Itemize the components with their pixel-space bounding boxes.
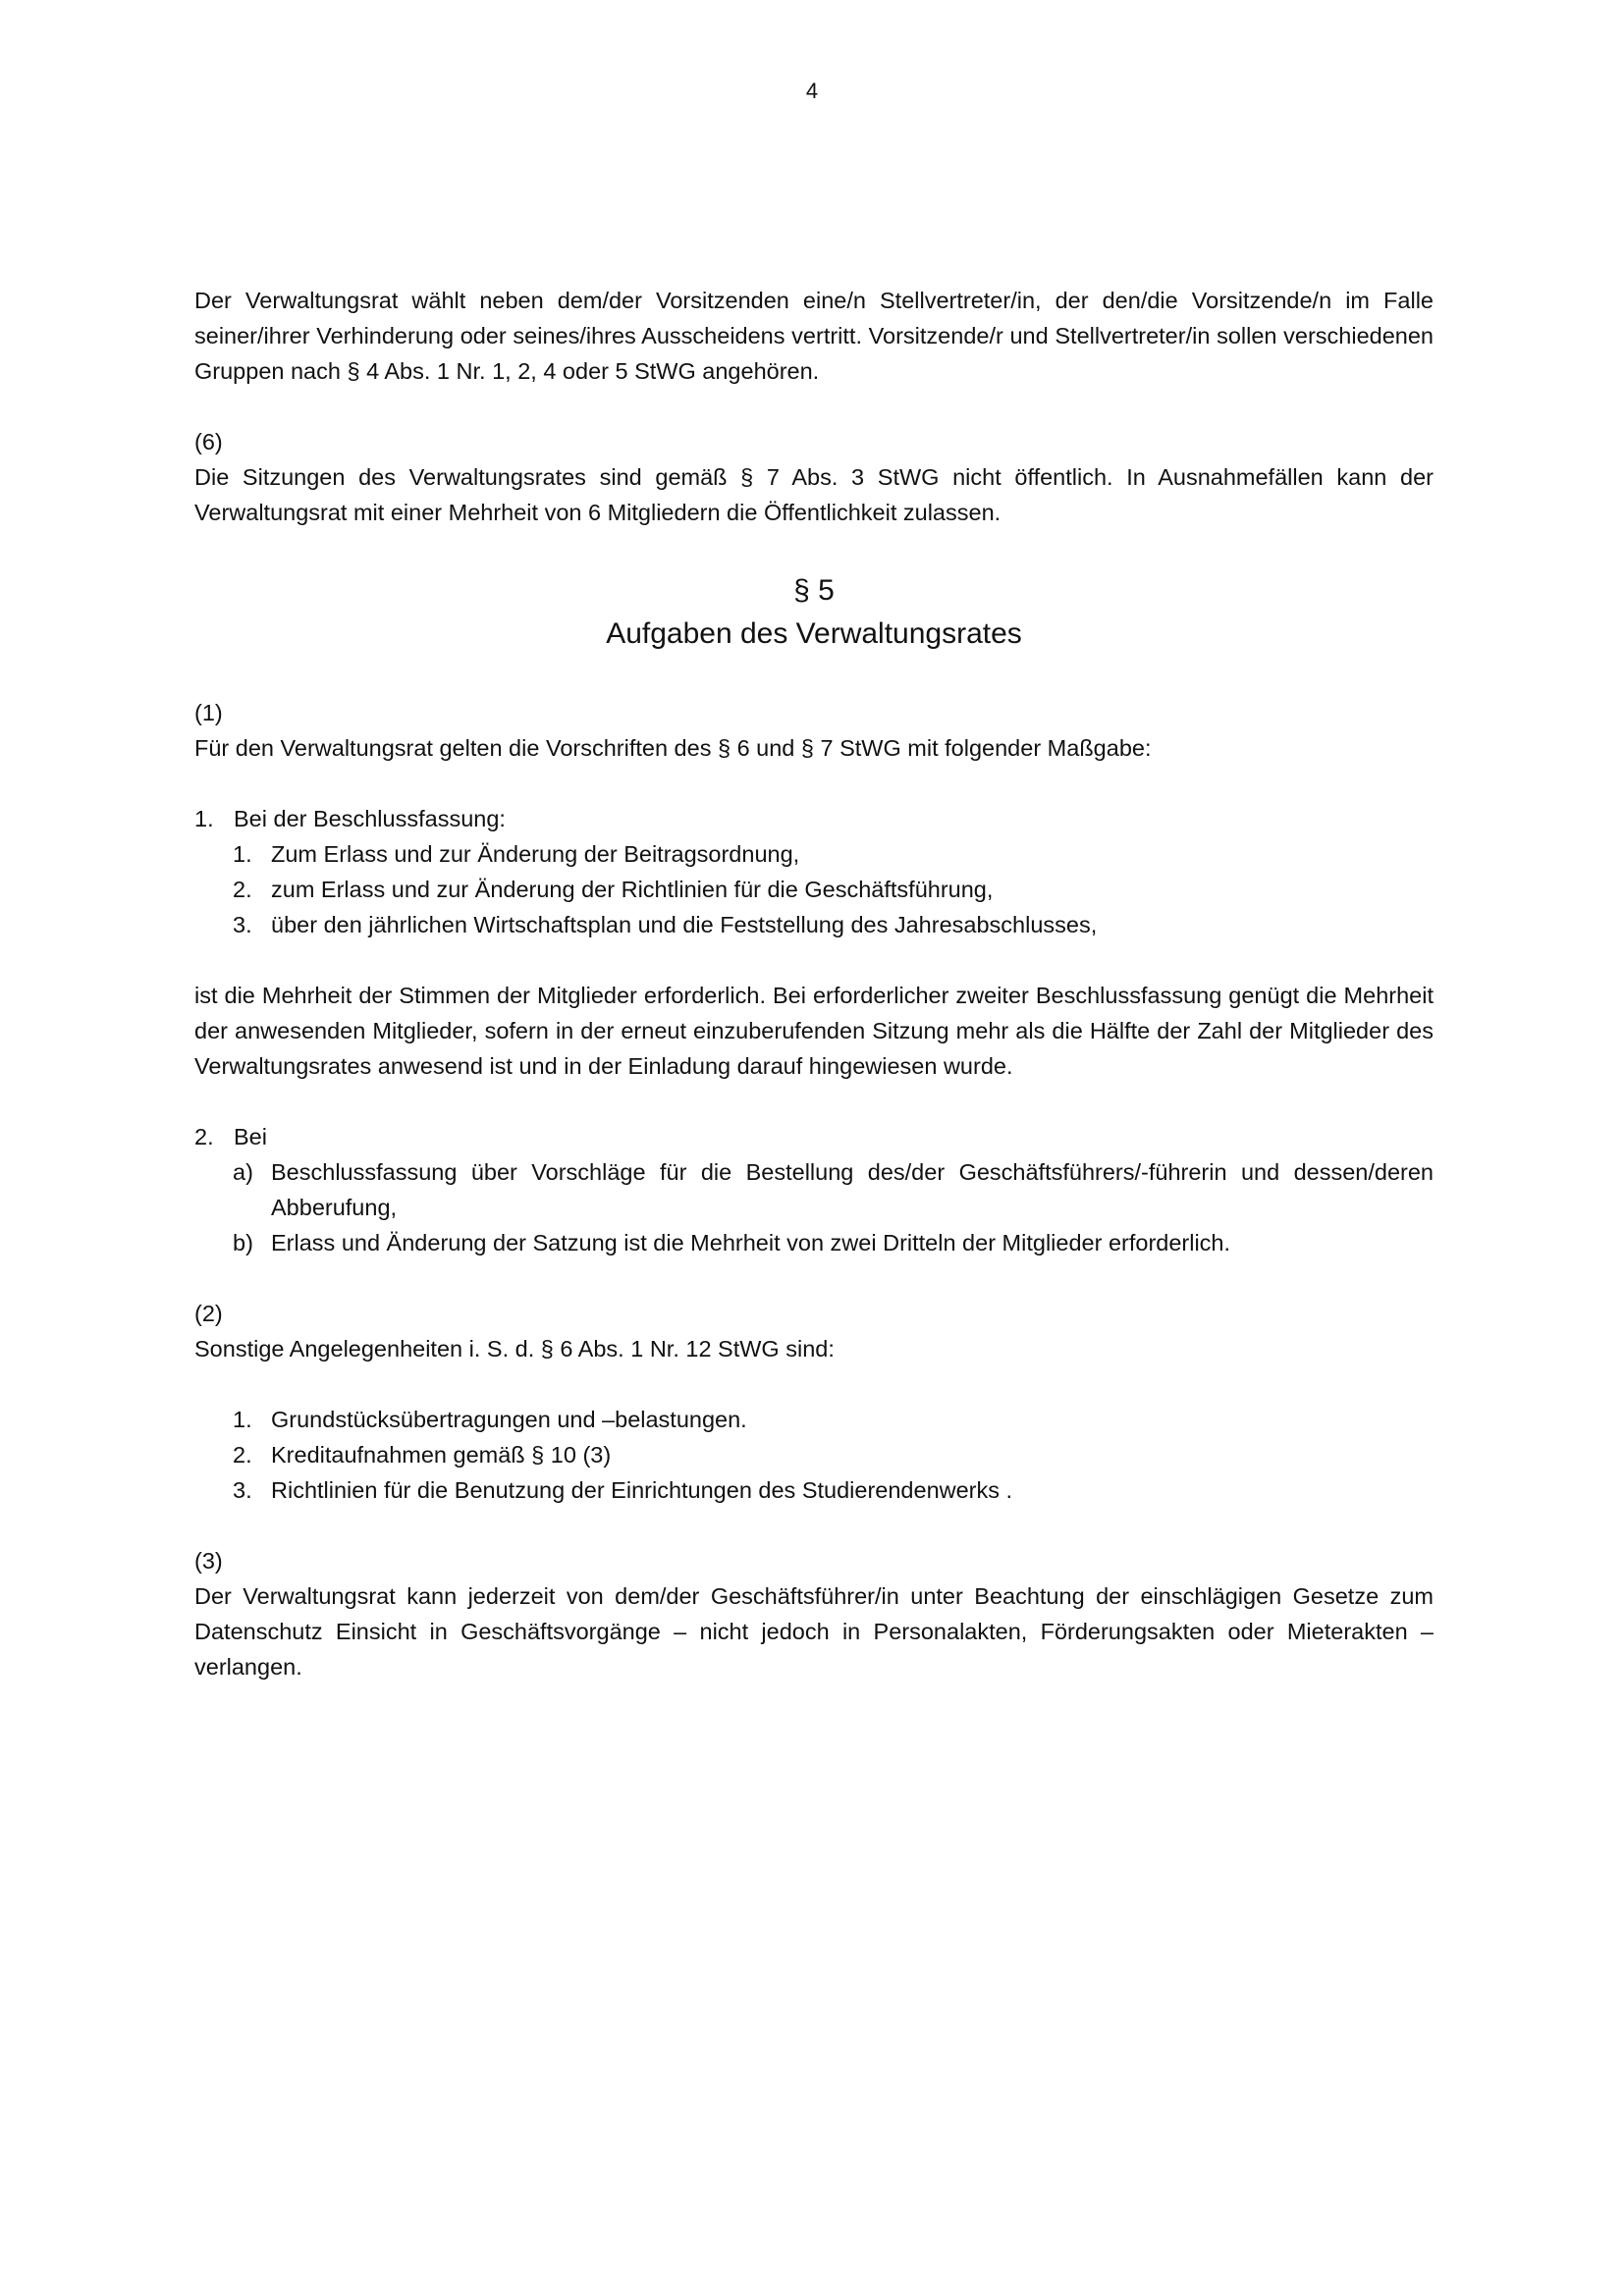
list-item-text: Kreditaufnahmen gemäß § 10 (3) bbox=[271, 1442, 612, 1468]
sublist-item bbox=[194, 1225, 1434, 1260]
section-1-list-2 bbox=[194, 1119, 1434, 1260]
paragraph-2-text: Sonstige Angelegenheiten i. S. d. § 6 Abs. 1 Nr. 12 StWG sind: bbox=[194, 1336, 835, 1362]
list-marker: 3. bbox=[233, 912, 252, 937]
sublist-item bbox=[194, 907, 1434, 942]
list-item-label: Bei der Beschlussfassung: bbox=[234, 806, 506, 831]
sublist-1 bbox=[194, 836, 1434, 942]
paragraph-1-text: Für den Verwaltungsrat gelten die Vorschriften des § 6 und § 7 StWG mit folgender Maßgabe: bbox=[194, 735, 1152, 761]
list-item-1 bbox=[194, 801, 1434, 942]
list-item bbox=[194, 1472, 1434, 1508]
intro-paragraph: Der Verwaltungsrat wählt neben dem/der Vorsitzenden eine/n Stellvertreter/in, der den/die Vorsitzende/n im Falle seiner/ihrer Verhinderung oder seines/ihres Ausscheidens vertritt. Vorsitzende/r und Stellvertreter/in sollen verschiedenen Gruppen nach § 4 Abs. 1 Nr. 1, 2, 4 oder 5 StWG angehören. bbox=[194, 288, 1434, 384]
list-marker: a) bbox=[233, 1159, 253, 1185]
list-marker: 2. bbox=[194, 1124, 214, 1149]
sublist-item-text: Zum Erlass und zur Änderung der Beitragsordnung, bbox=[271, 841, 800, 867]
section-2-list bbox=[194, 1402, 1434, 1508]
list-item-label: Bei bbox=[234, 1124, 267, 1149]
majority-paragraph: ist die Mehrheit der Stimmen der Mitglieder erforderlich. Bei erforderlicher zweiter Beschlussfassung genügt die Mehrheit der anwesenden Mitglieder, sofern in der erneut einzuberufenden Sitzung mehr als die Hälfte der Zahl der Mitglieder des Verwaltungsrates anwesend ist und in der Einladung darauf hingewiesen wurde. bbox=[194, 983, 1434, 1079]
list-item-2 bbox=[194, 1119, 1434, 1260]
paragraph-number-2: (2) bbox=[194, 1301, 223, 1326]
list-marker: 1. bbox=[233, 1407, 252, 1432]
list-item-text: Grundstücksübertragungen und –belastungen. bbox=[271, 1407, 747, 1432]
section-1-list bbox=[194, 801, 1434, 942]
list-marker: b) bbox=[233, 1230, 253, 1255]
paragraph-number-3: (3) bbox=[194, 1548, 223, 1574]
sublist-item-text: Beschlussfassung über Vorschläge für die Bestellung des/der Geschäftsführers/-führerin und dessen/deren Abberufung, bbox=[271, 1159, 1434, 1220]
list-marker: 1. bbox=[194, 806, 214, 831]
section-title: Aufgaben des Verwaltungsrates bbox=[606, 617, 1022, 650]
list-item bbox=[194, 1402, 1434, 1437]
list-item bbox=[194, 1437, 1434, 1472]
sublist-item bbox=[194, 836, 1434, 872]
list-item-text: Richtlinien für die Benutzung der Einrichtungen des Studierendenwerks . bbox=[271, 1477, 1013, 1503]
sublist-item-text: zum Erlass und zur Änderung der Richtlinien für die Geschäftsführung, bbox=[271, 877, 994, 902]
list-marker: 2. bbox=[233, 1442, 252, 1468]
sublist-item-text: Erlass und Änderung der Satzung ist die Mehrheit von zwei Dritteln der Mitglieder erforderlich. bbox=[271, 1230, 1231, 1255]
paragraph-number-1: (1) bbox=[194, 700, 223, 725]
paragraph-3-text: Der Verwaltungsrat kann jederzeit von dem/der Geschäftsführer/in unter Beachtung der einschlägigen Gesetze zum Datenschutz Einsicht in Geschäftsvorgänge – nicht jedoch in Personalakten, Förderungsakten oder Mieterakten – verlangen. bbox=[194, 1583, 1434, 1680]
paragraph-number-6: (6) bbox=[194, 429, 223, 454]
sublist-item bbox=[194, 1154, 1434, 1225]
list-marker: 1. bbox=[233, 841, 252, 867]
list-marker: 2. bbox=[233, 877, 252, 902]
list-marker: 3. bbox=[233, 1477, 252, 1503]
sublist-item bbox=[194, 872, 1434, 907]
page-number: 4 bbox=[805, 79, 819, 103]
sublist-2 bbox=[194, 1154, 1434, 1260]
paragraph-6-text: Die Sitzungen des Verwaltungsrates sind gemäß § 7 Abs. 3 StWG nicht öffentlich. In Ausnahmefällen kann der Verwaltungsrat mit einer Mehrheit von 6 Mitgliedern die Öffentlichkeit zulassen. bbox=[194, 464, 1434, 525]
sublist-item-text: über den jährlichen Wirtschaftsplan und die Feststellung des Jahresabschlusses, bbox=[271, 912, 1098, 937]
section-number: § 5 bbox=[793, 574, 835, 607]
document-body bbox=[194, 283, 1434, 1684]
